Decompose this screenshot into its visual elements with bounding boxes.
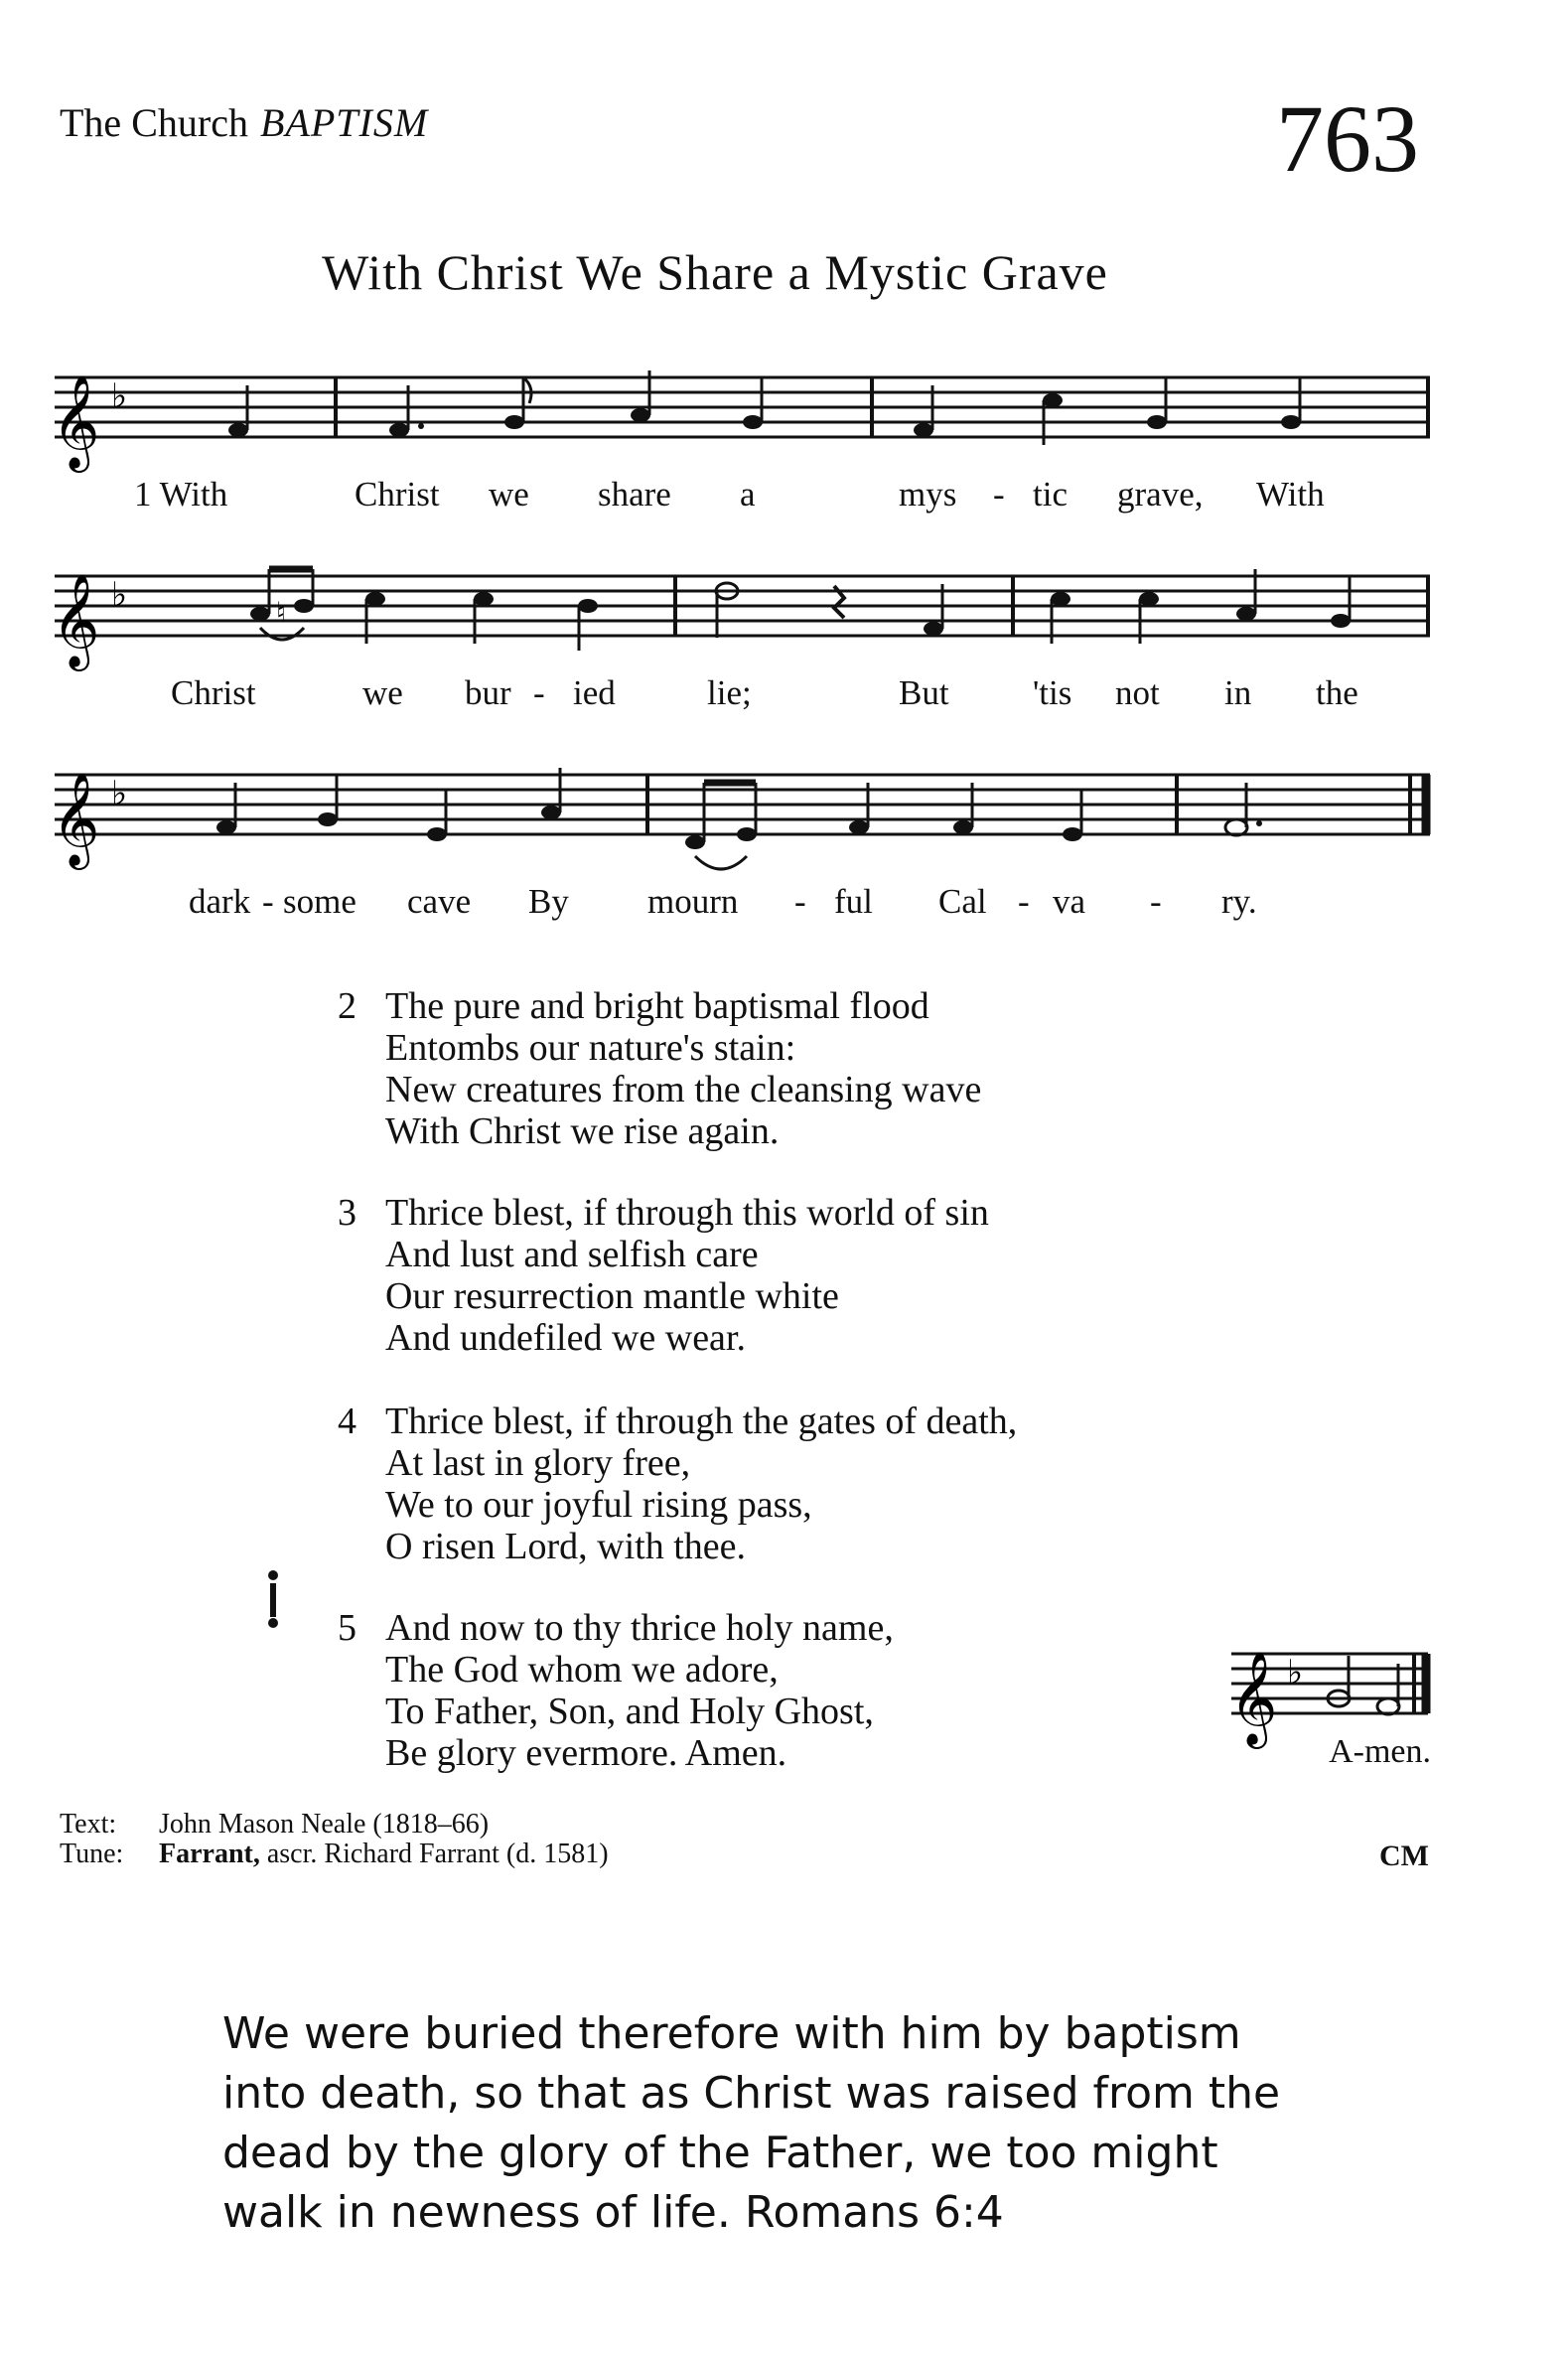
stanza-number: 4 — [338, 1400, 356, 1442]
flat-key-signature-icon: ♭ — [1287, 1655, 1304, 1692]
lyric-syllable: share — [598, 475, 671, 514]
stanza-number: 2 — [338, 985, 356, 1027]
lyric-syllable: mourn — [647, 882, 739, 921]
text-credit — [60, 1810, 609, 1840]
section-heading — [60, 99, 428, 146]
tune-credit-label: Tune: — [60, 1839, 124, 1869]
tune-name: Farrant, — [159, 1839, 260, 1869]
music-staff-2 — [0, 566, 1450, 685]
stanza-line: O risen Lord, with thee. — [385, 1526, 747, 1567]
lyric-syllable: the — [1316, 673, 1358, 712]
staff-lines — [55, 576, 1430, 636]
lyric-syllable: some — [283, 882, 356, 921]
lyric-syllable: ful — [834, 882, 873, 921]
stanza-line: Our resurrection mantle white — [385, 1275, 839, 1317]
lyric-syllable: - — [533, 673, 545, 712]
stanza-line: Thrice blest, if through this world of sin — [385, 1192, 989, 1234]
stanza-line: With Christ we rise again. — [385, 1110, 780, 1152]
lyric-syllable: Cal — [938, 882, 987, 921]
tune-credit — [60, 1840, 609, 1869]
lyric-syllable: Christ — [171, 673, 256, 712]
flat-key-signature-icon: ♭ — [111, 577, 128, 614]
lyric-syllable: not — [1115, 673, 1160, 712]
lyric-syllable: ry. — [1221, 882, 1257, 921]
lyric-syllable: 'tis — [1033, 673, 1072, 712]
stanza-4 — [338, 1400, 1017, 1567]
tune-credit-value: ascr. Richard Farrant (d. 1581) — [266, 1839, 609, 1869]
stanza-number: 5 — [338, 1607, 356, 1649]
hymn-number: 763 — [1276, 85, 1419, 192]
music-staff-3 — [0, 765, 1450, 884]
treble-clef-icon: 𝄞 — [52, 374, 100, 469]
scripture-quote: We were buried therefore with him by baptism into death, so that as Christ was raised from the dead by the glory of the Father, we too might walk in newness of life. Romans 6:4 — [222, 2008, 1281, 2238]
stanza-5 — [338, 1607, 894, 1774]
text-credit-label: Text: — [60, 1809, 117, 1840]
subsection-name: BAPTISM — [259, 100, 429, 145]
lyric-syllable: bur — [465, 673, 511, 712]
lyric-syllable: ied — [573, 673, 616, 712]
stanza-line: The God whom we adore, — [385, 1649, 779, 1691]
section-name: The Church — [60, 100, 248, 145]
lyric-syllable: - — [993, 475, 1005, 514]
lyric-syllable: - — [262, 882, 274, 921]
treble-clef-icon: 𝄞 — [52, 573, 100, 667]
lyric-syllable: Christ — [355, 475, 440, 514]
lyric-syllable: va — [1053, 882, 1086, 921]
svg-text:♮: ♮ — [276, 598, 287, 629]
hymn-title: With Christ We Share a Mystic Grave — [322, 244, 1108, 300]
amen-staff — [1229, 1644, 1438, 1745]
lyric-syllable: grave, — [1117, 475, 1204, 514]
stanza-line: To Father, Son, and Holy Ghost, — [385, 1691, 874, 1732]
stanza-line: Thrice blest, if through the gates of death, — [385, 1400, 1018, 1442]
lyric-syllable: cave — [407, 882, 472, 921]
lyric-syllable: - — [1150, 882, 1162, 921]
stanza-line: The pure and bright baptismal flood — [385, 985, 929, 1027]
flat-key-signature-icon: ♭ — [111, 378, 128, 415]
lyric-syllable: dark — [189, 882, 251, 921]
lyric-syllable: With — [1256, 475, 1325, 514]
stanza-2 — [338, 985, 981, 1152]
text-credit-value: John Mason Neale (1818–66) — [159, 1809, 490, 1840]
stanza-line: And now to thy thrice holy name, — [385, 1607, 894, 1649]
treble-clef-icon: 𝄞 — [52, 772, 100, 866]
lyric-syllable: 1 With — [134, 475, 228, 514]
stanza-marker-icon — [263, 1569, 283, 1629]
lyric-syllable: mys — [899, 475, 957, 514]
lyric-syllable: But — [899, 673, 949, 712]
lyric-syllable: in — [1224, 673, 1252, 712]
credits — [60, 1810, 609, 1869]
lyric-syllable: tic — [1033, 475, 1068, 514]
meter: CM — [1379, 1840, 1429, 1872]
stanza-number: 3 — [338, 1192, 356, 1234]
stanza-line: At last in glory free, — [385, 1442, 691, 1484]
stanza-3 — [338, 1192, 989, 1359]
lyric-syllable: - — [794, 882, 806, 921]
stanza-line: Entombs our nature's stain: — [385, 1027, 796, 1069]
flat-key-signature-icon: ♭ — [111, 776, 128, 812]
treble-clef-icon: 𝄞 — [1229, 1651, 1278, 1745]
lyric-syllable: lie; — [707, 673, 752, 712]
stanza-line: We to our joyful rising pass, — [385, 1484, 812, 1526]
staff-lines — [55, 377, 1430, 437]
stanza-line: And lust and selfish care — [385, 1234, 759, 1275]
stanza-line: New creatures from the cleansing wave — [385, 1069, 982, 1110]
lyric-syllable: we — [489, 475, 529, 514]
lyric-syllable: - — [1018, 882, 1030, 921]
music-staff-1 — [0, 368, 1450, 487]
notes — [250, 569, 1351, 651]
amen-label: A-men. — [1329, 1733, 1431, 1770]
lyric-syllable: By — [528, 882, 569, 921]
lyric-syllable: we — [362, 673, 403, 712]
stanza-line: And undefiled we wear. — [385, 1317, 746, 1359]
stanza-line: Be glory evermore. Amen. — [385, 1732, 787, 1774]
lyric-syllable: a — [740, 475, 756, 514]
